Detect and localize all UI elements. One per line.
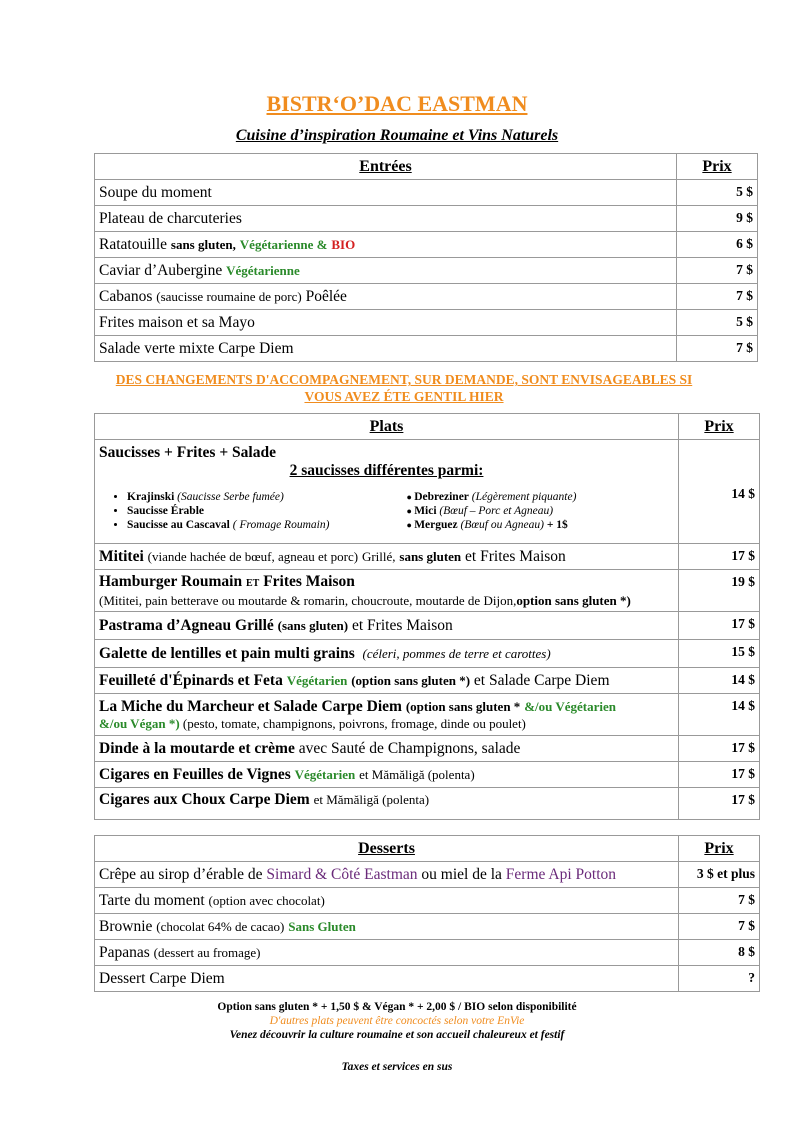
menu-row [95,284,758,310]
item-cell: Cabanos (saucisse roumaine de porc) Poêlée [95,284,677,310]
menu-row [95,640,760,668]
footer-envie: D'autres plats peuvent être concoctés selon votre EnVie [269,1015,525,1027]
item-name: Salade verte mixte Carpe Diem [95,336,677,362]
menu-row [95,180,758,206]
menu-row [95,966,760,992]
item-price: 14 $ [679,668,760,694]
item-price: 15 $ [679,640,760,668]
item-cell: Brownie (chocolat 64% de cacao) Sans Gluten [95,914,679,940]
item-price: 7 $ [679,888,760,914]
item-price: 9 $ [677,206,758,232]
item-price: 7 $ [677,284,758,310]
plats-heading: Plats [95,414,679,440]
item-cell: Tarte du moment (option avec chocolat) [95,888,679,914]
item-price: 5 $ [677,310,758,336]
menu-row [95,310,758,336]
list-item: ● Mici (Bœuf – Porc et Agneau) [407,504,675,518]
item-price: 17 $ [679,736,760,762]
item-cell: Ratatouille sans gluten, Végétarienne & BIO [95,232,677,258]
item-cell: Cigares en Feuilles de Vignes Végétarien et Mămăligă (polenta) [95,762,679,788]
item-cell: Galette de lentilles et pain multi grains (céleri, pommes de terre et carottes) [95,640,679,668]
item-cell: Dinde à la moutarde et crème avec Sauté de Champignons, salade [95,736,679,762]
entrees-table [94,153,758,362]
item-name: Plateau de charcuteries [95,206,677,232]
item-price: 6 $ [677,232,758,258]
desserts-price-heading: Prix [679,836,760,862]
item-price: 17 $ [679,612,760,640]
item-price: 17 $ [679,788,760,820]
item-cell: Cigares aux Choux Carpe Diem et Mămăligă (polenta) [95,788,679,820]
item-cell: La Miche du Marcheur et Salade Carpe Diem (option sans gluten * &/ou Végétarien &/ou Végan *) (pesto, tomate, champignons, poivrons, fromage, dinde ou poulet) [95,694,679,736]
item-cell: Papanas (dessert au fromage) [95,940,679,966]
menu-row [95,788,760,820]
item-name: Soupe du moment [95,180,677,206]
item-cell: Mititei (viande hachée de bœuf, agneau et porc) Grillé, sans gluten et Frites Maison [95,544,679,570]
item-name: Saucisses + Frites + Salade [99,444,276,461]
item-cell: Caviar d’Aubergine Végétarienne [95,258,677,284]
item-price: ? [679,966,760,992]
desserts-heading: Desserts [95,836,679,862]
menu-row [95,668,760,694]
menu-row [95,336,758,362]
item-price: 17 $ [679,544,760,570]
list-item: ● Merguez (Bœuf ou Agneau) + 1$ [407,518,675,532]
restaurant-subtitle: Cuisine d’inspiration Roumaine et Vins Naturels [235,127,559,144]
menu-row [95,232,758,258]
item-price: 7 $ [679,914,760,940]
item-price: 8 $ [679,940,760,966]
menu-row [95,888,760,914]
item-subtitle: 2 saucisses différentes parmi: [289,462,484,479]
plats-price-heading: Prix [679,414,760,440]
item-price: 7 $ [677,336,758,362]
entrees-heading: Entrées [95,154,677,180]
sausage-choices [99,490,674,532]
list-item: • Krajinski (Saucisse Serbe fumée) [127,490,387,504]
item-price: 14 $ [679,440,760,544]
menu-row [95,440,760,544]
item-price: 17 $ [679,762,760,788]
footer-options: Option sans gluten * + 1,50 $ & Végan * + 2,00 $ / BIO selon disponibilité [217,1001,577,1013]
menu-row [95,914,760,940]
menu-row [95,258,758,284]
list-item: ● Debreziner (Légèrement piquante) [407,490,675,504]
desserts-table [94,835,760,992]
menu-row [95,762,760,788]
item-cell: Feuilleté d'Épinards et Feta Végétarien (option sans gluten *) et Salade Carpe Diem [95,668,679,694]
item-cell: Crêpe au sirop d’érable de Simard & Côté Eastman ou miel de la Ferme Api Potton [95,862,679,888]
item-price: 7 $ [677,258,758,284]
side-change-notice: DES CHANGEMENTS D'ACCOMPAGNEMENT, SUR DEMANDE, SONT ENVISAGEABLES SI VOUS AVEZ ÉTE GENTIL HIER [115,372,693,404]
menu-row [95,206,758,232]
list-item: • Saucisse Érable [127,504,387,518]
entrees-price-heading: Prix [677,154,758,180]
menu-row [95,736,760,762]
menu-row [95,612,760,640]
item-price: 3 $ et plus [679,862,760,888]
item-price: 5 $ [677,180,758,206]
menu-row [95,570,760,612]
menu-row [95,694,760,736]
footer-taxes: Taxes et services en sus [341,1061,453,1073]
item-price: 14 $ [679,694,760,736]
plats-table [94,413,760,820]
menu-row [95,544,760,570]
menu-row [95,940,760,966]
saucisses-cell [95,440,679,544]
footer-invite: Venez découvrir la culture roumaine et son accueil chaleureux et festif [229,1029,565,1041]
item-name: Dessert Carpe Diem [95,966,679,992]
menu-row [95,862,760,888]
item-name: Frites maison et sa Mayo [95,310,677,336]
item-cell: Hamburger Roumain ET Frites Maison (Mititei, pain betterave ou moutarde & romarin, choucroute, moutarde de Dijon,option sans gluten *) [95,570,679,612]
list-item: • Saucisse au Cascaval ( Fromage Roumain) [127,518,387,532]
item-price: 19 $ [679,570,760,612]
item-cell: Pastrama d’Agneau Grillé (sans gluten) et Frites Maison [95,612,679,640]
restaurant-title: BISTR‘O’DAC EASTMAN [266,91,528,116]
